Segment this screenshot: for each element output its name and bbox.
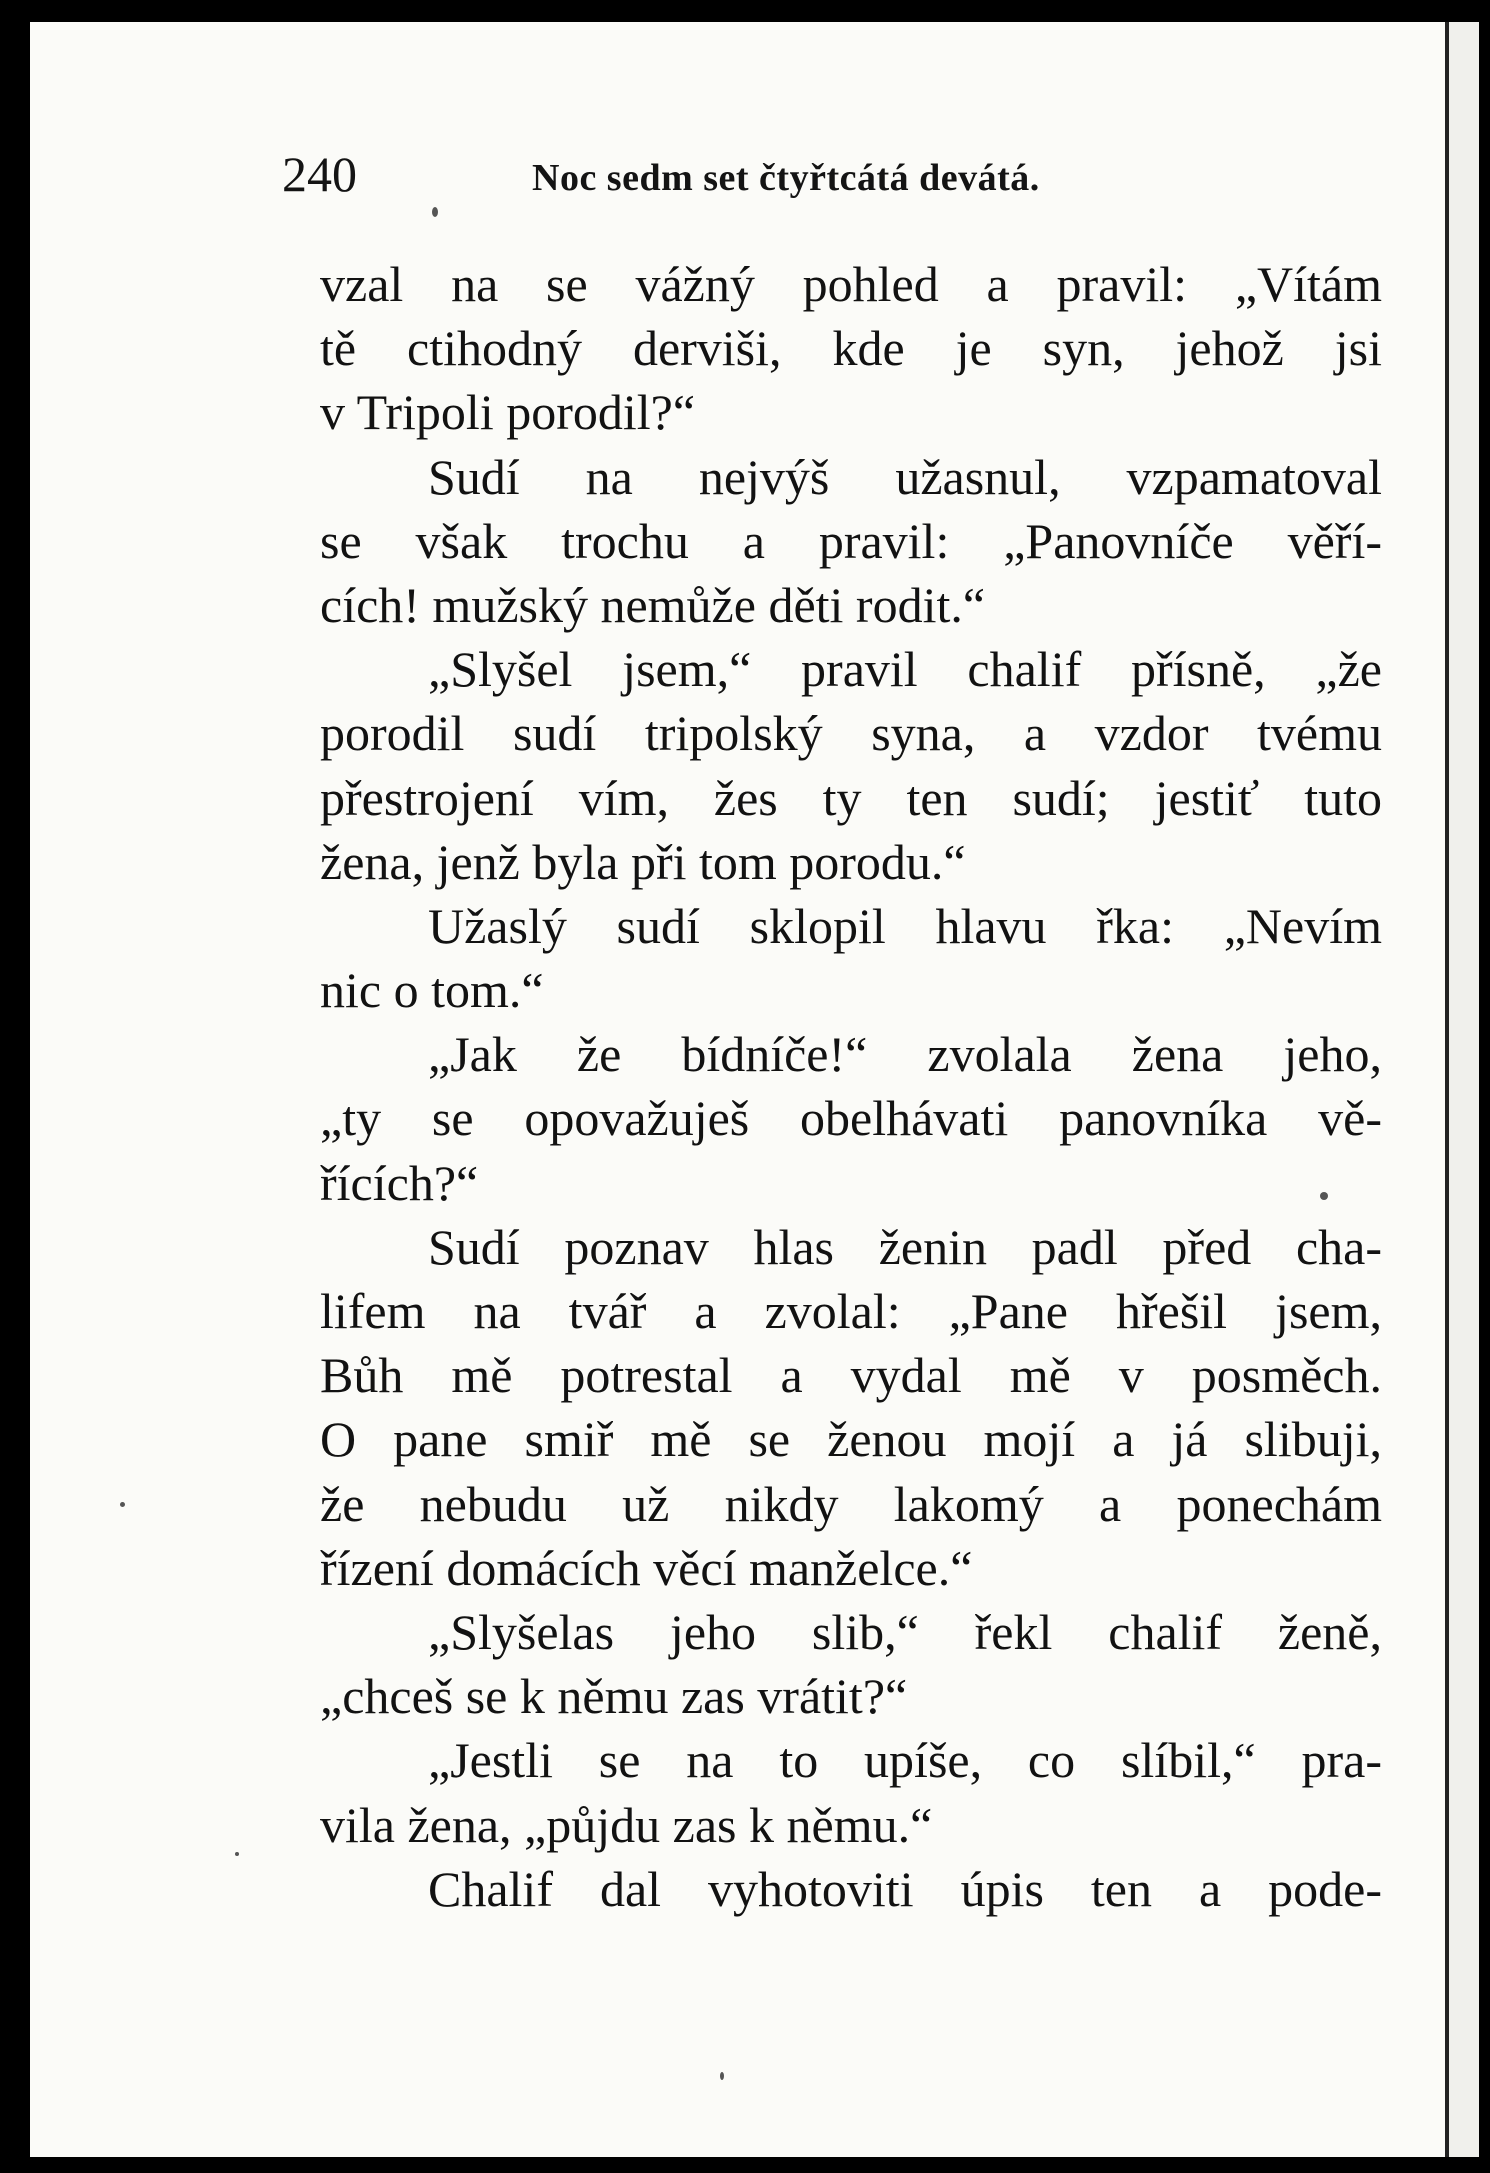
- print-speck: [1320, 1192, 1328, 1200]
- text-line: přestrojení vím, žes ty ten sudí; jestiť tuto: [320, 769, 1382, 826]
- body-text: [320, 252, 1382, 1921]
- page-number: 240: [282, 146, 357, 202]
- text-line: cích! mužský nemůže děti rodit.“: [320, 576, 986, 633]
- text-line: se však trochu a pravil: „Panovníče věří-: [320, 512, 1382, 569]
- text-line: nic o tom.“: [320, 962, 544, 1019]
- print-speck: [235, 1852, 239, 1856]
- text-line: vzal na se vážný pohled a pravil: „Vítám: [320, 256, 1382, 312]
- print-speck: [720, 2072, 724, 2080]
- text-line: v Tripoli porodil?“: [320, 384, 696, 441]
- text-line: řících?“: [320, 1154, 479, 1211]
- text-line: tě ctihodný derviši, kde je syn, jehož jsi: [320, 320, 1382, 377]
- text-line: lifem na tvář a zvolal: „Pane hřešil jsem,: [320, 1283, 1382, 1339]
- text-line: Sudí poznav hlas ženin padl před cha-: [428, 1218, 1382, 1275]
- text-line: „Jak že bídníče!“ zvolala žena jeho,: [428, 1026, 1382, 1083]
- text-line: že nebudu už nikdy lakomý a ponechám: [320, 1475, 1382, 1532]
- text-line: žena, jenž byla při tom porodu.“: [320, 833, 966, 890]
- text-line: „Slyšel jsem,“ pravil chalif přísně, „že: [428, 641, 1382, 698]
- text-line: řízení domácích věcí manželce.“: [320, 1539, 973, 1596]
- text-line: Užaslý sudí sklopil hlavu řka: „Nevím: [428, 897, 1382, 954]
- text-line: porodil sudí tripolský syna, a vzdor tvému: [320, 705, 1382, 762]
- text-line: Bůh mě potrestal a vydal mě v posměch.: [320, 1347, 1382, 1404]
- text-line: „Slyšelas jeho slib,“ řekl chalif ženě,: [428, 1603, 1382, 1660]
- print-speck: [120, 1502, 125, 1507]
- running-head: Noc sedm set čtyřtcátá devátá.: [532, 157, 1040, 199]
- print-speck: [432, 207, 438, 217]
- book-page: [30, 22, 1445, 2157]
- text-line: „chceš se k němu zas vrátit?“: [320, 1668, 908, 1725]
- facing-page-edge: [1445, 22, 1479, 2157]
- text-line: „Jestli se na to upíše, co slíbil,“ pra-: [428, 1732, 1382, 1789]
- page-header: [282, 144, 1392, 214]
- text-line: „ty se opovažuješ obelhávati panovníka vě-: [320, 1090, 1382, 1147]
- text-line: O pane smiř mě se ženou mojí a já slibuji,: [320, 1411, 1382, 1468]
- text-line: Chalif dal vyhotoviti úpis ten a pode-: [428, 1860, 1382, 1917]
- text-line: vila žena, „půjdu zas k němu.“: [320, 1796, 933, 1853]
- text-line: Sudí na nejvýš užasnul, vzpamatoval: [428, 448, 1382, 505]
